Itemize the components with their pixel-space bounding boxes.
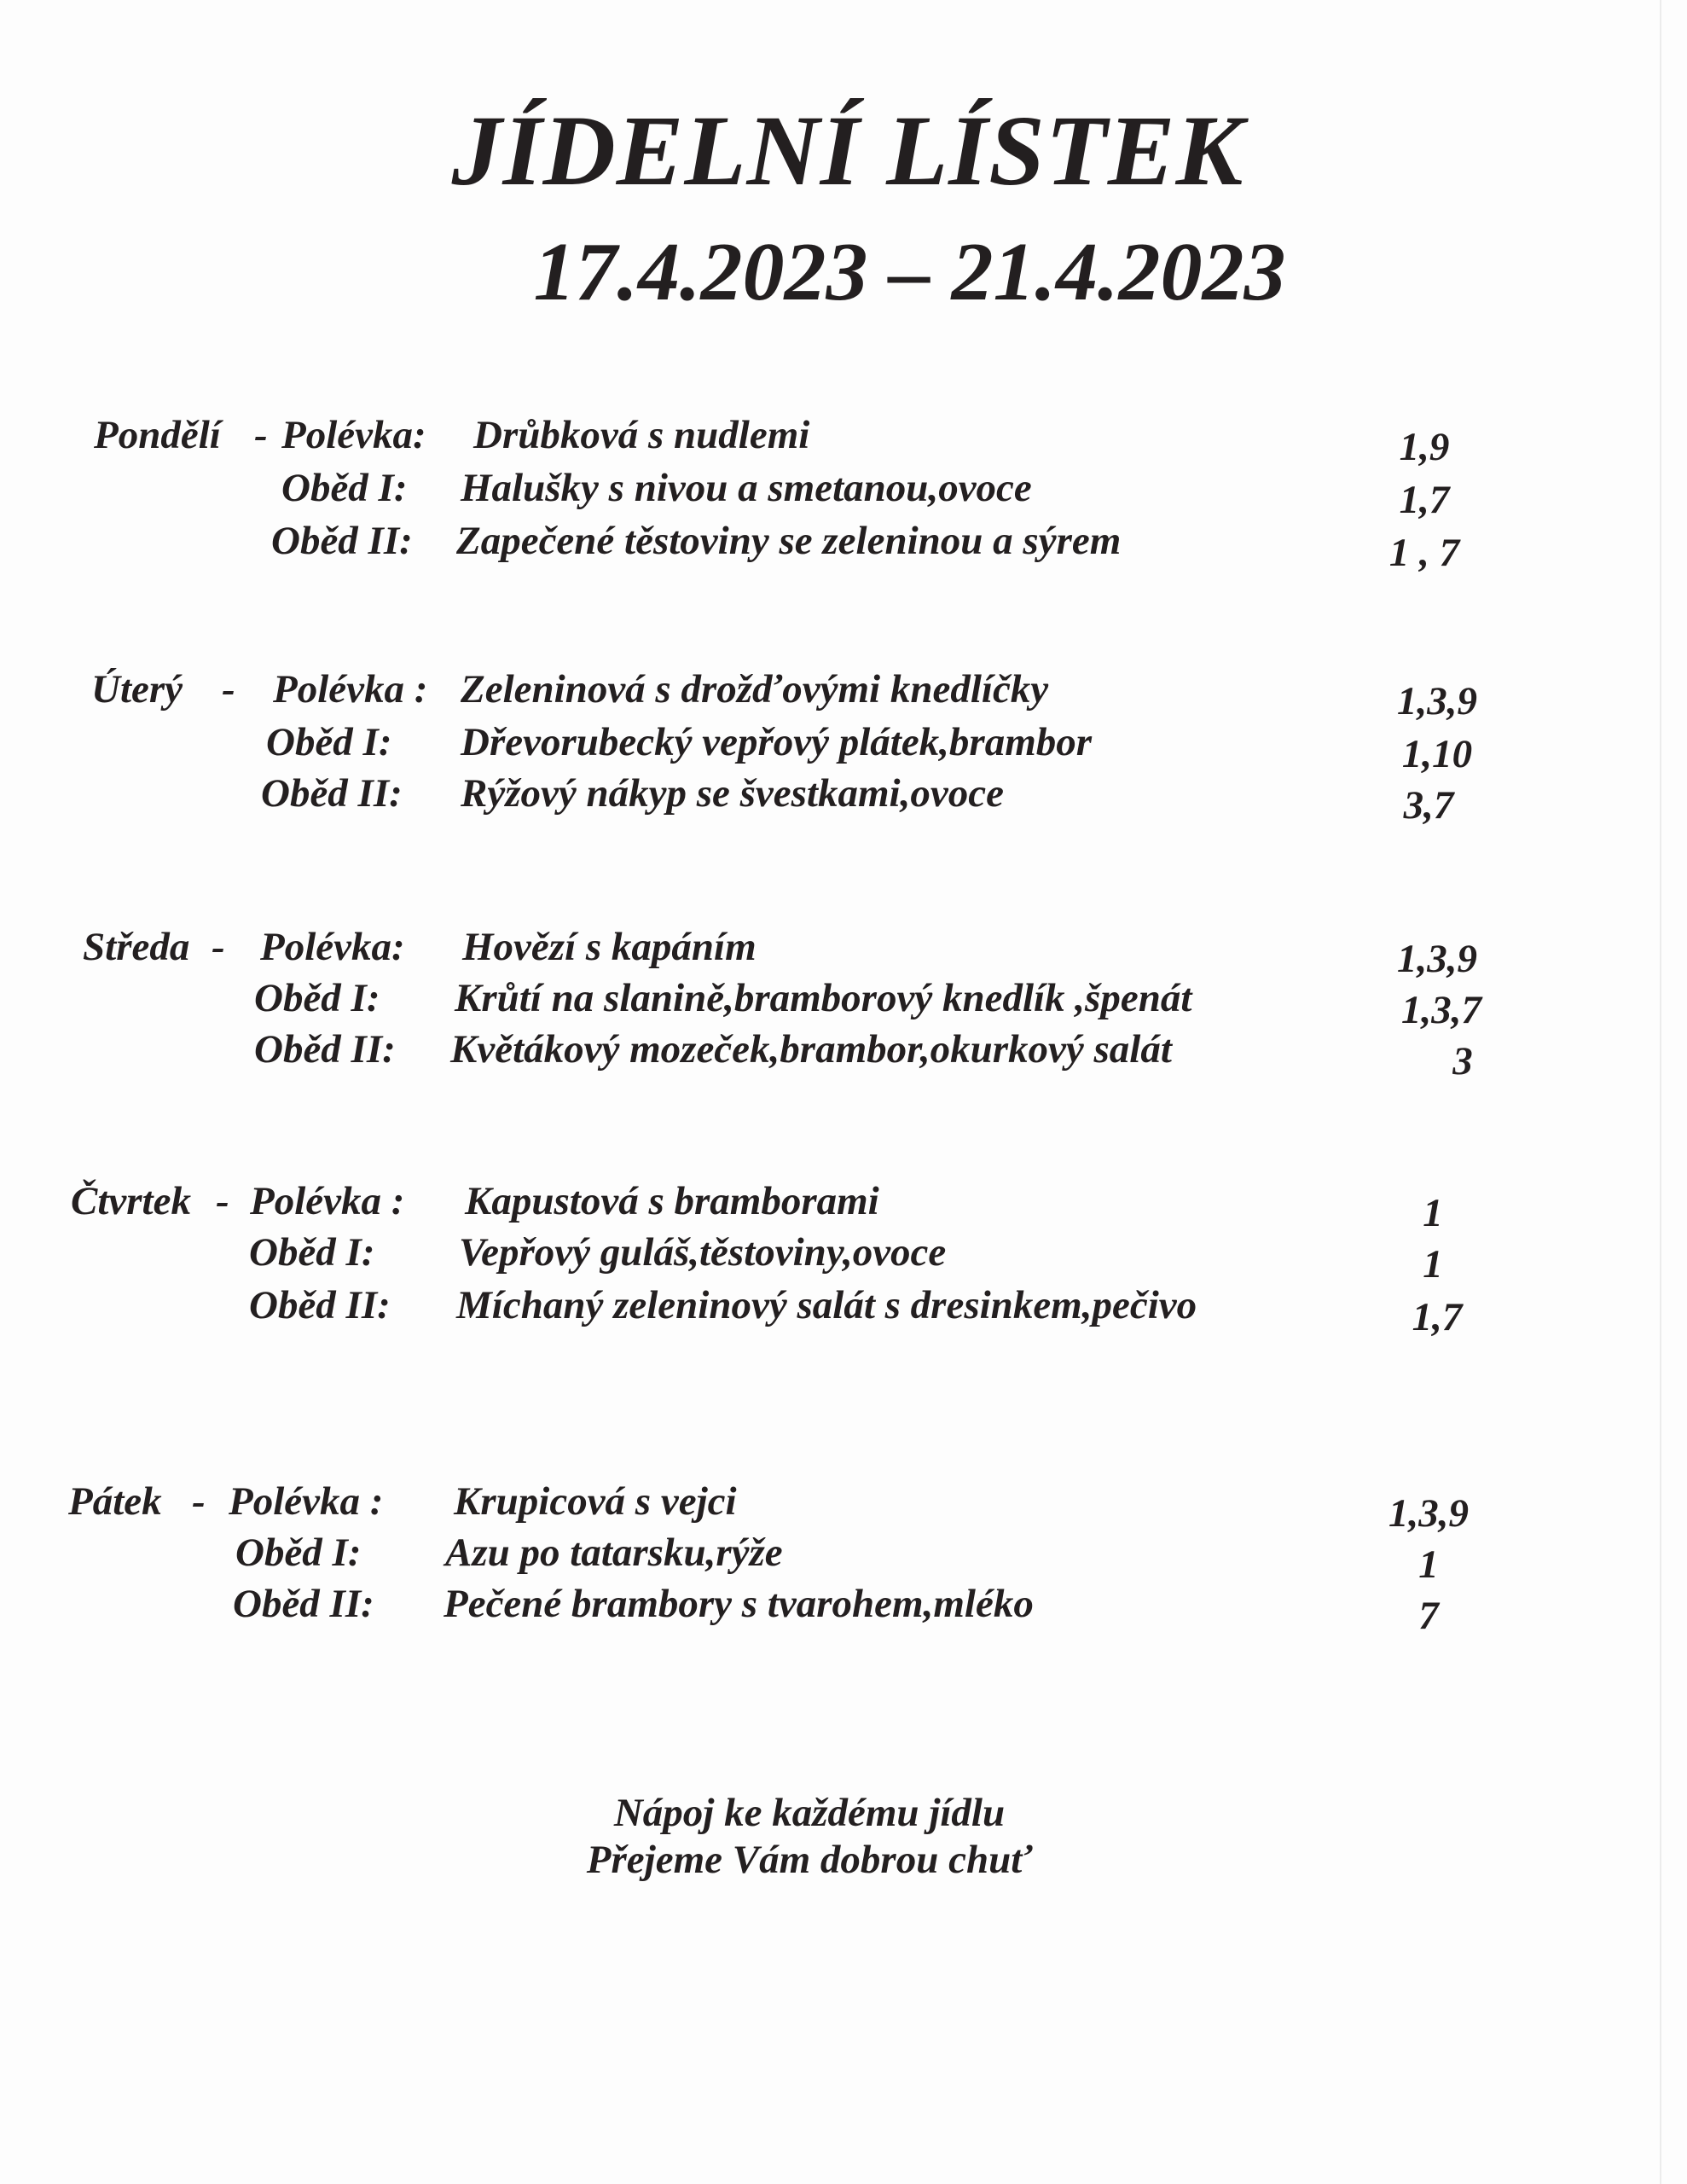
allergen-codes: 1 , 7	[1388, 531, 1460, 575]
course-type: Polévka:	[260, 925, 405, 969]
course-type: Oběd I:	[254, 976, 380, 1020]
day-separator: -	[254, 413, 268, 457]
menu-dates: 17.4.2023 – 21.4.2023	[533, 226, 1286, 318]
day-separator: -	[192, 1479, 206, 1524]
allergen-codes: 1,3,7	[1401, 988, 1481, 1032]
footer-wish: Přejeme Vám dobrou chuť	[586, 1838, 1033, 1882]
course-type: Polévka :	[273, 667, 428, 712]
allergen-codes: 1,7	[1412, 1295, 1463, 1339]
course-type: Oběd I:	[266, 720, 392, 764]
dish-name: Dřevorubecký vepřový plátek,brambor	[461, 720, 1093, 764]
menu-row	[0, 1476, 1687, 1536]
course-type: Oběd II:	[233, 1582, 374, 1626]
menu-row	[0, 1024, 1687, 1083]
allergen-codes: 1,10	[1401, 732, 1473, 776]
day-name: Čtvrtek	[71, 1179, 191, 1223]
course-type: Oběd II:	[271, 519, 413, 563]
allergen-codes: 1,3,9	[1397, 937, 1477, 981]
menu-row	[0, 664, 1687, 723]
menu-row	[0, 1176, 1687, 1235]
footer-drink-note: Nápoj ke každému jídlu	[613, 1791, 1006, 1835]
dish-name: Krůtí na slanině,bramborový knedlík ,špenát	[455, 976, 1192, 1020]
allergen-codes: 1	[1423, 1242, 1443, 1287]
menu-row	[0, 462, 1687, 522]
dish-name: Zeleninová s drožďovými knedlíčky	[461, 667, 1049, 712]
dish-name: Kapustová s bramborami	[465, 1179, 879, 1223]
dish-name: Pečené brambory s tvarohem,mléko	[443, 1582, 1034, 1626]
menu-row	[0, 1280, 1687, 1339]
course-type: Oběd I:	[281, 466, 408, 510]
dish-name: Rýžový nákyp se švestkami,ovoce	[461, 771, 1004, 816]
dish-name: Květákový mozeček,brambor,okurkový salát	[450, 1027, 1172, 1072]
menu-row	[0, 921, 1687, 981]
menu-row	[0, 973, 1687, 1032]
course-type: Oběd II:	[261, 771, 403, 816]
day-name: Úterý	[91, 667, 183, 712]
dish-name: Halušky s nivou a smetanou,ovoce	[461, 466, 1032, 510]
dish-name: Drůbková s nudlemi	[473, 413, 810, 457]
allergen-codes: 3	[1452, 1039, 1473, 1083]
day-name: Pátek	[68, 1479, 162, 1524]
menu-row	[0, 410, 1687, 469]
day-name: Pondělí	[94, 413, 221, 457]
allergen-codes: 1,3,9	[1397, 679, 1477, 723]
course-type: Polévka :	[229, 1479, 384, 1524]
day-separator: -	[222, 667, 235, 712]
dish-name: Vepřový guláš,těstoviny,ovoce	[459, 1230, 947, 1275]
allergen-codes: 7	[1418, 1594, 1439, 1638]
course-type: Polévka :	[250, 1179, 405, 1223]
dish-name: Míchaný zeleninový salát s dresinkem,pečivo	[456, 1283, 1197, 1327]
allergen-codes: 1,7	[1399, 478, 1450, 522]
course-type: Oběd I:	[249, 1230, 375, 1275]
allergen-codes: 1,3,9	[1388, 1491, 1469, 1536]
day-name: Středa	[83, 925, 190, 969]
menu-row	[0, 1527, 1687, 1587]
menu-row	[0, 1227, 1687, 1287]
menu-row	[0, 717, 1687, 776]
allergen-codes: 1	[1423, 1191, 1443, 1235]
dish-name: Krupicová s vejci	[454, 1479, 737, 1524]
menu-title: JÍDELNÍ LÍSTEK	[451, 95, 1244, 206]
course-type: Oběd II:	[254, 1027, 396, 1072]
menu-row	[0, 515, 1687, 575]
dish-name: Azu po tatarsku,rýže	[445, 1531, 783, 1575]
course-type: Polévka:	[281, 413, 426, 457]
menu-row	[0, 768, 1687, 828]
course-type: Oběd II:	[249, 1283, 391, 1327]
dish-name: Hovězí s kapáním	[462, 925, 757, 969]
day-separator: -	[212, 925, 225, 969]
course-type: Oběd I:	[235, 1531, 362, 1575]
dish-name: Zapečené těstoviny se zeleninou a sýrem	[456, 519, 1122, 563]
allergen-codes: 1,9	[1399, 425, 1450, 469]
day-separator: -	[216, 1179, 229, 1223]
menu-row	[0, 1578, 1687, 1638]
allergen-codes: 1	[1418, 1542, 1439, 1587]
allergen-codes: 3,7	[1403, 783, 1454, 828]
